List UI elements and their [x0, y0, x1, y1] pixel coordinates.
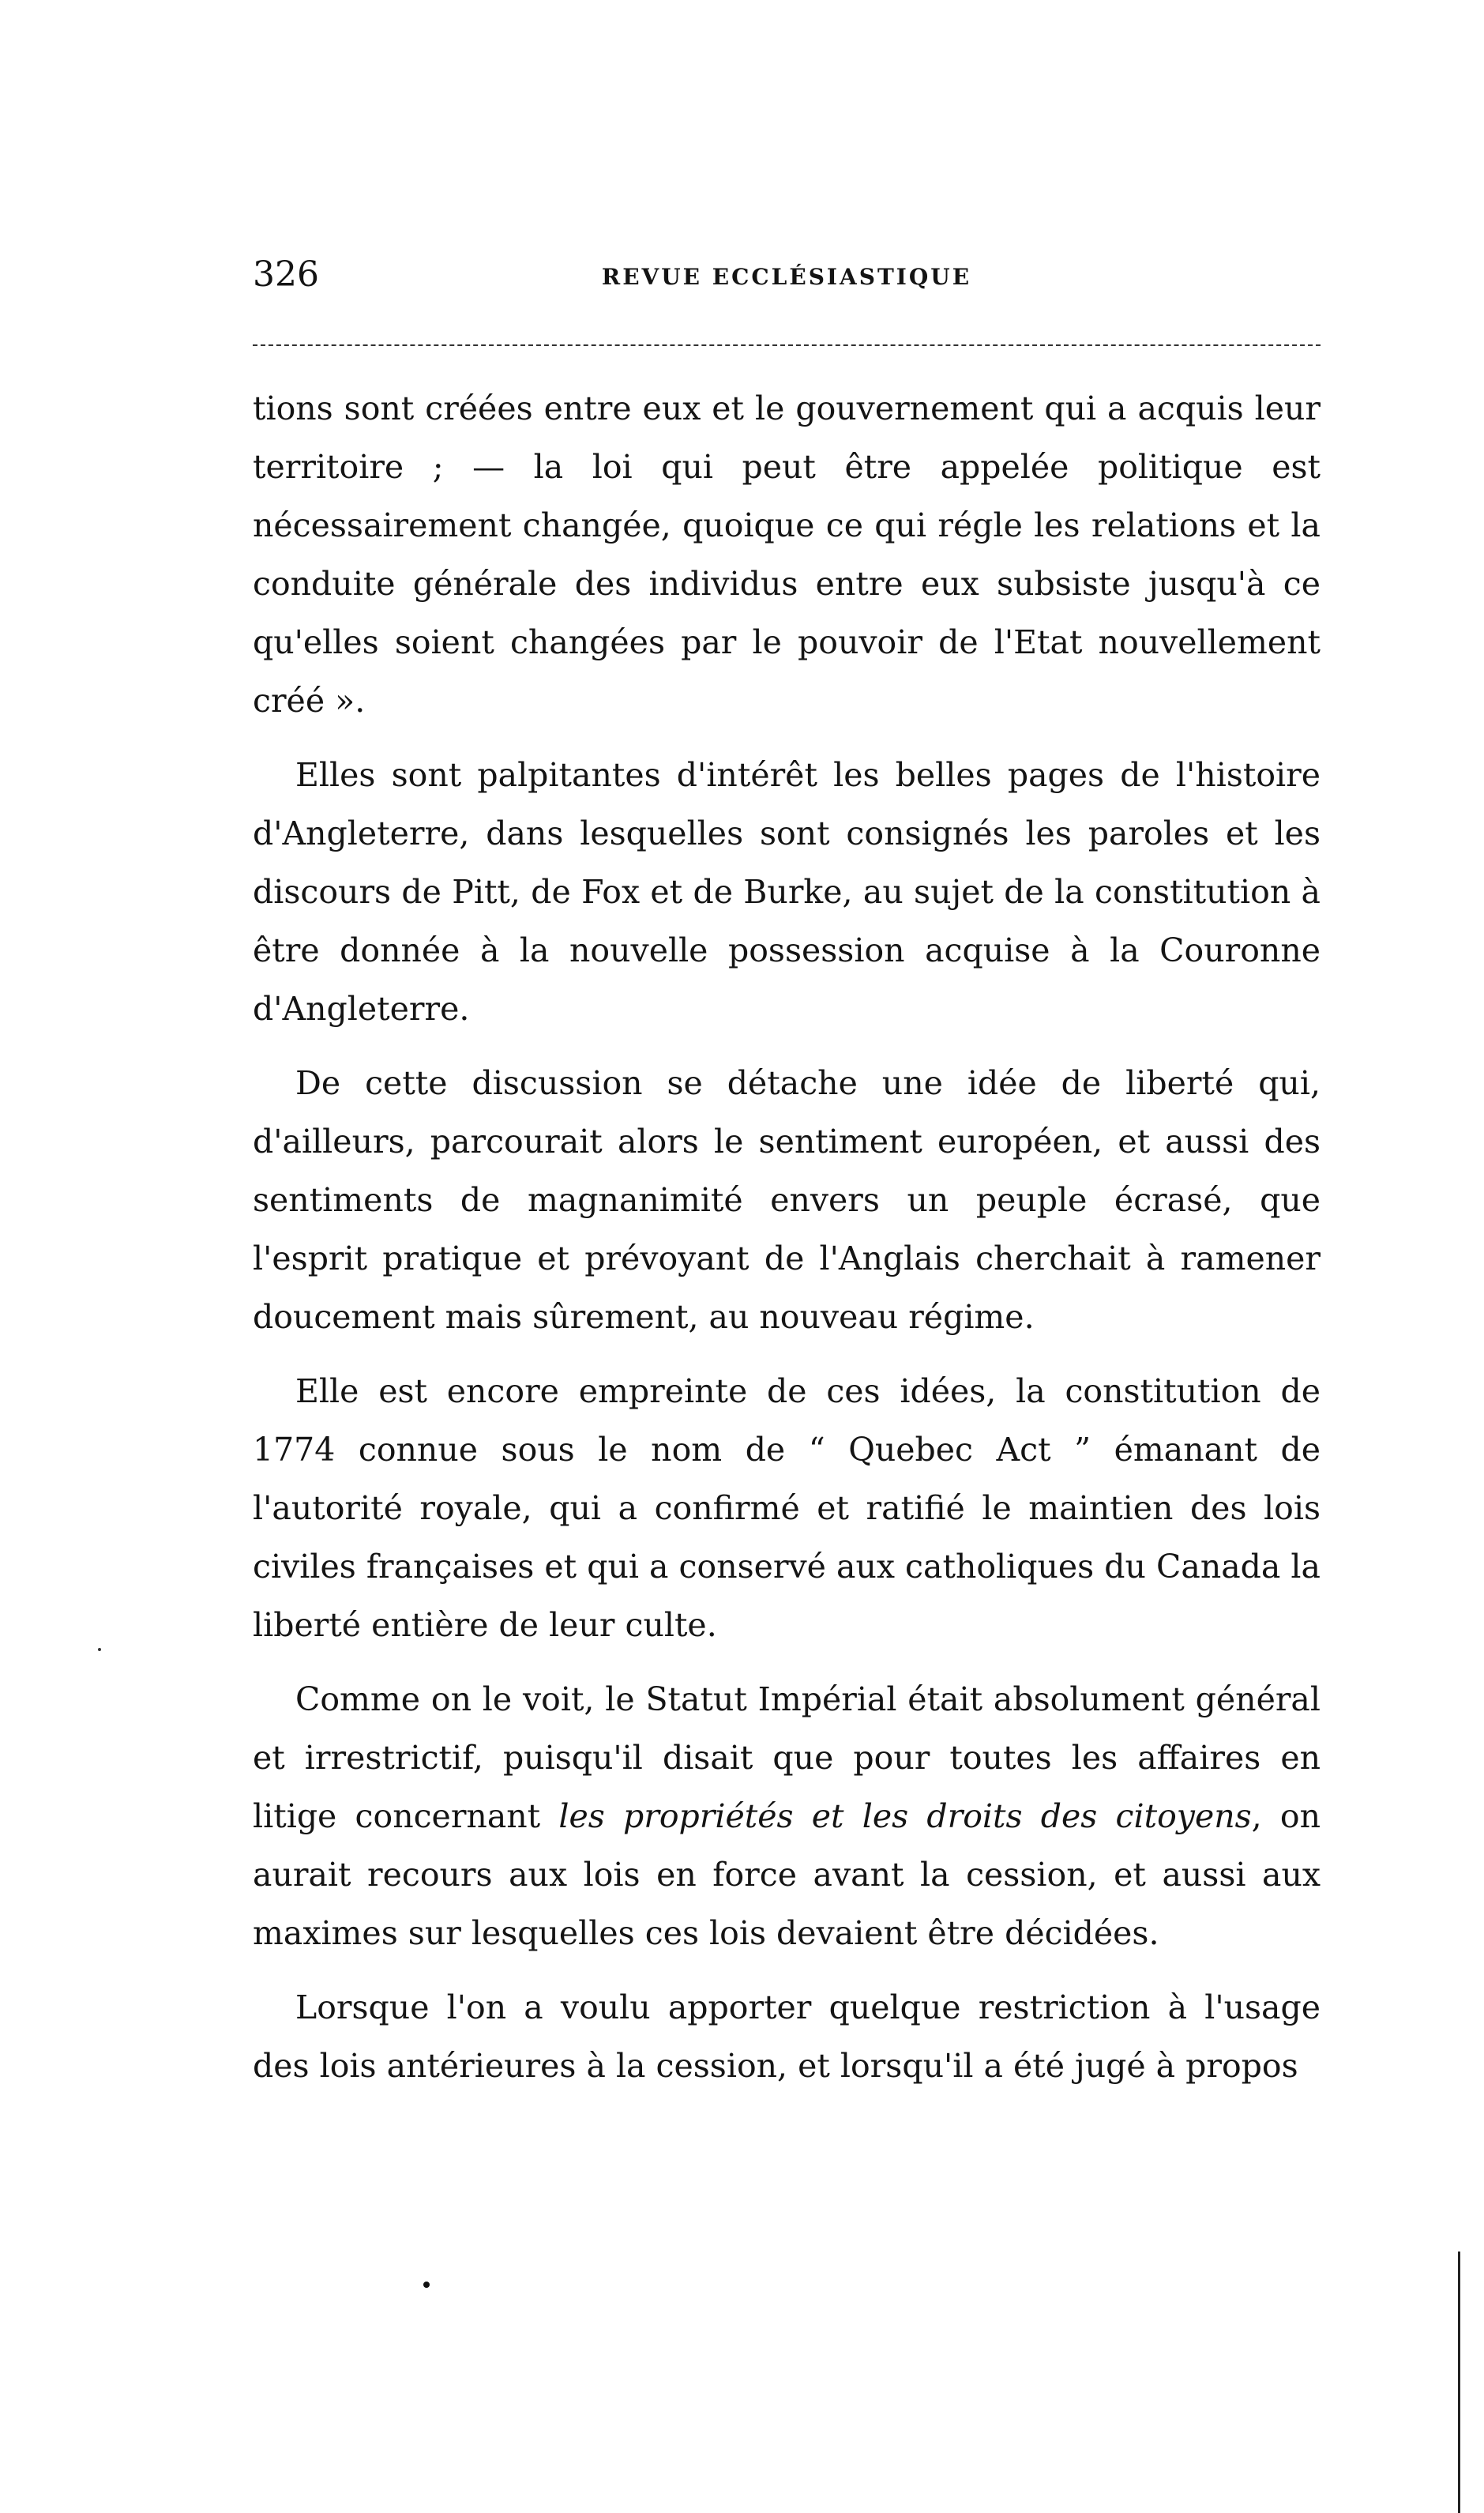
scan-speck — [423, 2282, 430, 2288]
paragraph-liberte: De cette discussion se détache une idée de liberté qui, d'ailleurs, parcourait alors le sentiment européen, et aussi des sentiments de magnanimité envers un peuple écrasé, que l'esprit pratique et prévoyant de l'Anglais cherchait à ramener doucement mais sûrement, au nouveau régime. — [253, 1064, 1321, 1336]
paragraph-text: Comme on le voit, le Statut Impérial était absolument général et irrestrictif, puisqu'il disait que pour toutes les affaires en litige concernant — [253, 1680, 1321, 1835]
italic-phrase: les propriétés et les droits des citoyens — [558, 1797, 1252, 1835]
header-rule — [253, 344, 1321, 346]
scan-margin-line — [1458, 2252, 1460, 2513]
page-header — [253, 251, 1321, 299]
running-title: REVUE ECCLÉSIASTIQUE — [601, 264, 972, 290]
text-body — [253, 379, 1321, 2111]
paragraph-quebec-act: Elle est encore empreinte de ces idées, la constitution de 1774 connue sous le nom de “ Quebec Act ” émanant de l'autorité royale, qui a confirmé et ratifié le maintien des lois civiles françaises et qui a conservé aux catholiques du Canada la liberté entière de leur culte. — [253, 1372, 1321, 1644]
paragraph-continued: tions sont créées entre eux et le gouvernement qui a acquis leur territoire ; — la loi qui peut être appelée politique est nécessairement changée, quoique ce qui régle les relations et la conduite générale des individus entre eux subsiste jusqu'à ce qu'elles soient changées par le pouvoir de l'Etat nouvellement créé ». — [253, 389, 1321, 720]
scan-speck — [98, 1648, 101, 1651]
page-number: 326 — [253, 254, 319, 295]
paragraph-restriction: Lorsque l'on a voulu apporter quelque restriction à l'usage des lois antérieures à la cession, et lorsqu'il a été jugé à propos — [253, 1988, 1321, 2085]
paragraph-angleterre: Elles sont palpitantes d'intérêt les belles pages de l'histoire d'Angleterre, dans lesquelles sont consignés les paroles et les discours de Pitt, de Fox et de Burke, au sujet de la constitution à être donnée à la nouvelle possession acquise à la Couronne d'Angleterre. — [253, 756, 1321, 1028]
paragraph-text: , on aurait recours aux lois en force avant la cession, et aussi aux maximes sur lesquelles ces lois devaient être décidées. — [253, 1797, 1321, 1952]
paragraph-statut-imperial — [253, 1670, 1321, 1962]
